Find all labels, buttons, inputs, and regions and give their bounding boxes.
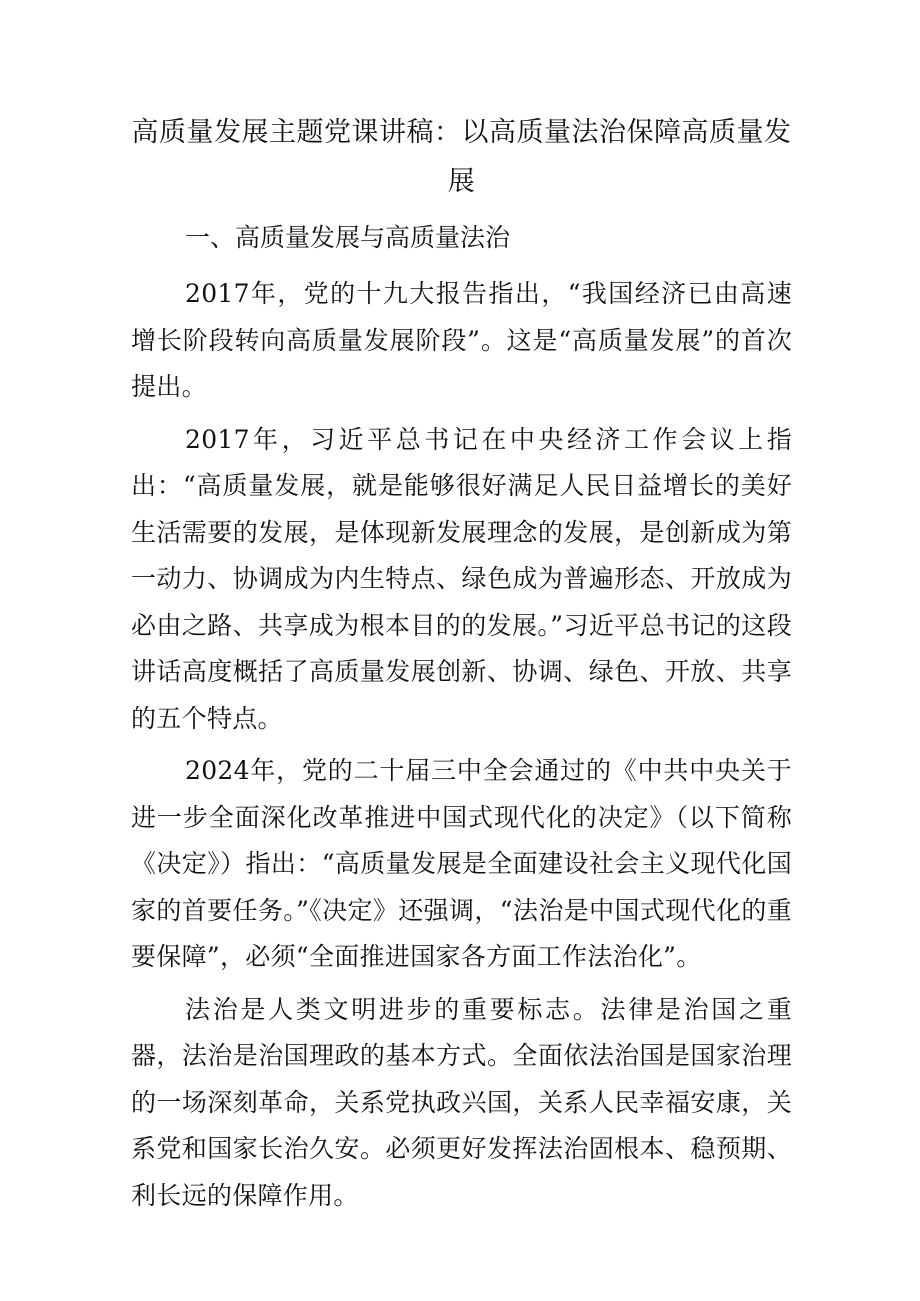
paragraph-1: 2017年，党的十九大报告指出，“我国经济已由高速增长阶段转向高质量发展阶段”。这是“高质量发展”的首次提出。 (131, 279, 792, 401)
paragraph-4: 法治是人类文明进步的重要标志。法律是治国之重器，法治是治国理政的基本方式。全面依法治国是国家治理的一场深刻革命，关系党执政兴国，关系人民幸福安康，关系党和国家长治久安。必须更好发挥法治固根本、稳预期、利长远的保障作用。 (131, 994, 792, 1210)
paragraph-3: 2024年，党的二十届三中全会通过的《中共中央关于进一步全面深化改革推进中国式现代化的决定》（以下简称《决定》）指出：“高质量发展是全面建设社会主义现代化国家的首要任务。”《决定》还强调，“法治是中国式现代化的重要保障”，必须“全面推进国家各方面工作法治化”。 (131, 756, 792, 971)
document-title: 高质量发展主题党课讲稿：以高质量法治保障高质量发展 (131, 117, 792, 197)
section-heading: 一、高质量发展与高质量法治 (185, 223, 511, 252)
paragraph-2: 2017年，习近平总书记在中央经济工作会议上指出：“高质量发展，就是能够很好满足人民日益增长的美好生活需要的发展，是体现新发展理念的发展，是创新成为第一动力、协调成为内生特点、绿色成为普遍形态、开放成为必由之路、共享成为根本目的的发展。”习近平总书记的这段讲话高度概括了高质量发展创新、协调、绿色、开放、共享的五个特点。 (131, 424, 792, 733)
